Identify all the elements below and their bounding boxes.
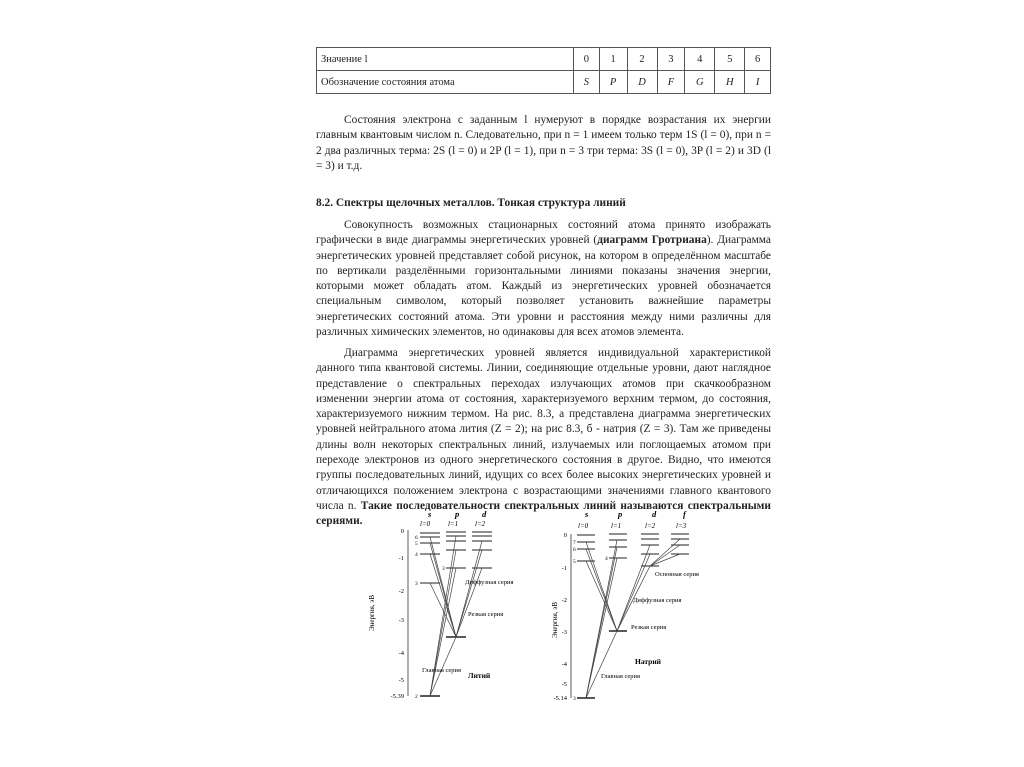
paragraph-term-ordering: Состояния электрона с заданным l нумеруют в порядке возрастания их энергии главным квантовым числом n. Следовательно, при n = 1 имеем только терм 1S (l = 0), при n = 2 два различных терма: 2S (l = 0) и 2P (l = 1), при n = 3 три терма: 3S (l = 0), 3P (l = 2) и 3D (l = 3) и т.д. (316, 114, 771, 172)
table-cell: 3 (657, 48, 685, 71)
l-label: l=0 (578, 522, 589, 530)
y-tick-label: 0 (563, 532, 567, 539)
table-cell: 4 (685, 48, 715, 71)
n-label: 7 (573, 540, 576, 546)
paragraph-spectral-series (316, 346, 771, 530)
series-label: Основная серия (655, 571, 699, 578)
bold-conclusion: Такие последовательности спектральных линий называются спектральными сериями. (316, 499, 771, 528)
element-label: Натрий (635, 657, 661, 666)
y-tick-label: 0 (400, 528, 404, 535)
series-label: Главная серия (601, 673, 641, 680)
y-tick-label: -1 (398, 555, 404, 562)
n-label: 4 (415, 552, 418, 558)
bold-term: диаграмм Гротриана (597, 234, 707, 247)
y-axis-label: Энергия, эВ (368, 595, 376, 631)
n-label: 3 (415, 581, 418, 587)
table-cell: D (627, 71, 657, 94)
column-label-s: s (585, 509, 589, 519)
series-label: Резкая серия (631, 624, 667, 631)
table-row-label: Значение l (317, 48, 574, 71)
l-label: l=1 (448, 520, 459, 528)
column-label-p: p (455, 509, 460, 519)
n-label: 2 (415, 694, 418, 700)
l-label: l=2 (475, 520, 486, 528)
y-tick-label: -2 (561, 597, 567, 604)
table-cell: I (745, 71, 771, 94)
transition-line (617, 554, 650, 631)
table-cell: H (715, 71, 745, 94)
table-cell: 5 (715, 48, 745, 71)
table-cell: 1 (599, 48, 627, 71)
column-label-d: d (652, 509, 657, 519)
transition-line (456, 550, 482, 637)
text-run: Диаграмма энергетических уровней является индивидуальной характеристикой данного типа квантовой системы. Линии, соединяющие отдельные уровни, дают наглядное представление о спектральных переходах излучающих атомов при скачкообразном изменении энергии атома от состояния, характеризуемого верхним термом, до состояния, характеризуемого нижним термом. На рис. 8.3, а представлена диаграмма энергетических уровней нейтрального атома лития (Z = 2); на рис 8.3, б - натрия (Z = 3). Там же приведены длины волн некоторых спектральных линий, излучаемых или поглощаемых атомом при переходе электронов из одного энергетического состояния в другое. Видно, что имеются группы последовательных линий, идущих со всех более высоких энергетических уровней и отличающихся положением электрона с возрастающими значениями главного квантового числа n. (316, 347, 771, 512)
table-cell: F (657, 71, 685, 94)
y-tick-label: -3 (398, 617, 404, 624)
l-label: l=3 (676, 522, 687, 530)
table-row-label: Обозначение состояния атома (317, 71, 574, 94)
series-label: Главная серия (422, 667, 462, 674)
l-label: l=1 (611, 522, 622, 530)
y-tick-label: -2 (398, 588, 404, 595)
table-cell: 6 (745, 48, 771, 71)
quantum-number-table (316, 47, 771, 94)
y-tick-label: -5.39 (390, 693, 404, 700)
sodium-grotrian-diagram (543, 506, 713, 706)
y-tick-label: -4 (561, 661, 567, 668)
text-run: ). Диаграмма энергетических уровней представляет собой рисунок, на котором в определённом масштабе по вертикали разделёнными горизонтальными линиями показаны значения энергии, которыми может обладать атом. Каждый из энергетических уровней обозначается специальным символом, который позволяет установить важнейшие параметры энергетических состояний атома. Эти уровни и расстояния между ними различны для различных химических элементов, но одинаковы для всех атомов элемента. (316, 234, 771, 339)
column-label-d: d (482, 509, 487, 519)
l-label: l=2 (645, 522, 656, 530)
l-label: l=0 (420, 520, 431, 528)
column-label-f: f (683, 509, 686, 519)
table-row (317, 48, 771, 71)
table-cell: G (685, 71, 715, 94)
n-label: 3 (442, 566, 445, 572)
y-tick-label: -5 (398, 677, 404, 684)
element-label: Литий (468, 671, 491, 680)
y-tick-label: -4 (398, 650, 404, 657)
y-axis-label: Энергия, эВ (551, 602, 559, 638)
table-row (317, 71, 771, 94)
y-tick-label: -5 (561, 681, 567, 688)
y-tick-label: -5.14 (553, 695, 567, 702)
series-label: Диффузная серия (465, 579, 514, 586)
y-tick-label: -1 (561, 565, 567, 572)
column-label-s: s (428, 509, 432, 519)
transition-line (650, 539, 680, 566)
n-label: 3 (573, 696, 576, 702)
column-label-p: p (618, 509, 623, 519)
transition-line (456, 541, 482, 637)
n-label: 5 (415, 541, 418, 547)
table-cell: 0 (574, 48, 600, 71)
paragraph-grotrian-definition (316, 218, 771, 340)
section-heading: 8.2. Спектры щелочных металлов. Тонкая структура линий (316, 197, 626, 209)
series-label: Диффузная серия (633, 597, 682, 604)
n-label: 6 (573, 547, 576, 553)
n-label: 6 (415, 535, 418, 541)
lithium-grotrian-diagram (358, 506, 528, 706)
transition-line (586, 631, 617, 698)
n-label: 4 (605, 556, 608, 562)
text-run: Совокупность возможных стационарных состояний атома принято изображать графически в виде диаграммы энергетических уровней ( (316, 219, 771, 247)
table-cell: 2 (627, 48, 657, 71)
n-label: 5 (573, 559, 576, 565)
y-tick-label: -3 (561, 629, 567, 636)
series-label: Резкая серия (468, 611, 504, 618)
table-cell: P (599, 71, 627, 94)
table-cell: S (574, 71, 600, 94)
